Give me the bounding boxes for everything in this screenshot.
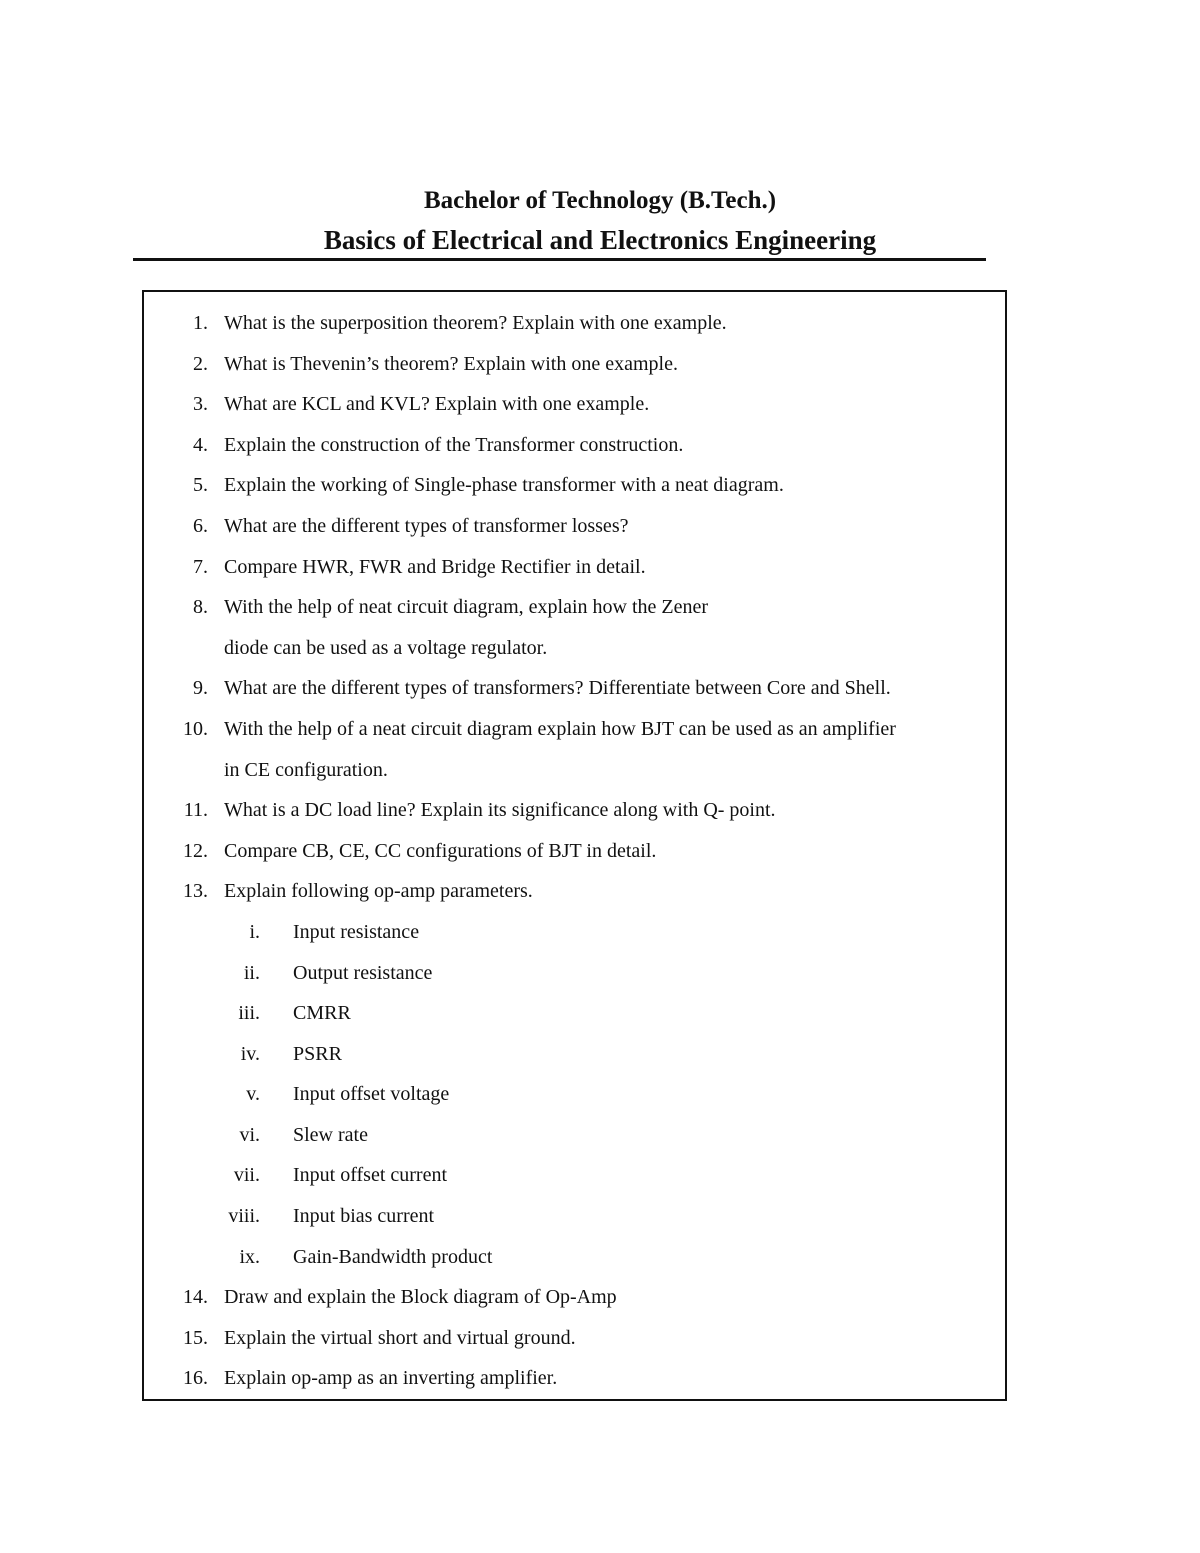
question-number: 11. [183, 799, 208, 822]
parameter-text: Input resistance [293, 920, 420, 943]
question-text: Draw and explain the Block diagram of Op-Amp [224, 1286, 617, 1309]
question-text: What are the different types of transformers? Differentiate between Core and Shell. [224, 677, 891, 700]
title-divider [133, 258, 986, 261]
question-item-10 [0, 709, 1200, 750]
question-number: 4. [193, 433, 208, 456]
question-item-5 [0, 465, 1200, 506]
question-item-3 [0, 384, 1200, 425]
question-number: 5. [193, 474, 208, 497]
parameter-text: Input offset current [293, 1164, 448, 1187]
degree-title: Bachelor of Technology (B.Tech.) [423, 187, 777, 214]
question-text: Explain the working of Single-phase transformer with a neat diagram. [224, 474, 784, 497]
question-item-10-continued [0, 750, 1200, 791]
question-number: 14. [183, 1286, 208, 1309]
question-item-6 [0, 506, 1200, 547]
subject-title: Basics of Electrical and Electronics Engineering [323, 225, 877, 255]
question-text: What is a DC load line? Explain its significance along with Q- point. [224, 799, 776, 822]
question-number: 13. [183, 880, 208, 903]
parameter-text: Gain-Bandwidth product [293, 1245, 493, 1268]
opamp-parameter-item [0, 1155, 1200, 1196]
opamp-parameter-item [0, 993, 1200, 1034]
opamp-parameter-item [0, 1237, 1200, 1278]
question-item-8 [0, 587, 1200, 628]
parameter-text: CMRR [293, 1002, 351, 1025]
parameter-number: iv. [240, 1042, 260, 1065]
parameter-number: v. [246, 1083, 260, 1106]
opamp-parameter-item [0, 1034, 1200, 1075]
question-number: 9. [193, 677, 208, 700]
question-number: 2. [193, 352, 208, 375]
parameter-text: Input offset voltage [293, 1083, 450, 1106]
opamp-parameter-item [0, 1115, 1200, 1156]
parameter-number: vi. [239, 1123, 260, 1146]
parameter-text: Output resistance [293, 961, 433, 984]
question-item-2 [0, 344, 1200, 385]
question-number: 10. [183, 717, 208, 740]
question-text: Explain the construction of the Transformer construction. [224, 433, 684, 456]
opamp-parameter-item [0, 912, 1200, 953]
question-number: 7. [193, 555, 208, 578]
opamp-parameter-item [0, 953, 1200, 994]
parameter-number: vii. [233, 1164, 260, 1187]
question-item-16 [0, 1358, 1200, 1399]
question-number: 15. [183, 1326, 208, 1349]
question-item-8-continued [0, 628, 1200, 669]
question-text: Explain op-amp as an inverting amplifier. [224, 1367, 558, 1390]
question-text: What are KCL and KVL? Explain with one example. [224, 393, 650, 416]
question-text-continued: diode can be used as a voltage regulator. [224, 636, 548, 659]
parameter-number: ix. [239, 1245, 260, 1268]
question-item-14 [0, 1277, 1200, 1318]
question-item-7 [0, 547, 1200, 588]
question-item-1 [0, 303, 1200, 344]
opamp-parameter-item [0, 1074, 1200, 1115]
question-text: With the help of neat circuit diagram, explain how the Zener [224, 596, 709, 619]
parameter-number: ii. [243, 961, 260, 984]
question-number: 8. [193, 596, 208, 619]
question-text: What is the superposition theorem? Explain with one example. [224, 312, 727, 334]
parameter-text: Slew rate [293, 1123, 368, 1146]
question-number: 16. [183, 1367, 208, 1390]
question-item-12 [0, 831, 1200, 872]
question-item-4 [0, 425, 1200, 466]
question-text-continued: in CE configuration. [224, 758, 388, 781]
question-number: 1. [193, 312, 208, 334]
question-number: 6. [193, 514, 208, 537]
question-number: 12. [183, 839, 208, 862]
question-item-15 [0, 1318, 1200, 1359]
question-text: Explain the virtual short and virtual ground. [224, 1326, 576, 1349]
question-item-13 [0, 871, 1200, 912]
opamp-parameter-item [0, 1196, 1200, 1237]
question-number: 3. [193, 393, 208, 416]
question-text: Compare HWR, FWR and Bridge Rectifier in detail. [224, 555, 646, 578]
parameter-text: PSRR [293, 1042, 342, 1065]
question-text: With the help of a neat circuit diagram explain how BJT can be used as an amplifier [224, 717, 896, 740]
question-text: Compare CB, CE, CC configurations of BJT in detail. [224, 839, 657, 862]
question-text: What is Thevenin’s theorem? Explain with one example. [224, 352, 678, 375]
question-item-11 [0, 790, 1200, 831]
question-item-9 [0, 668, 1200, 709]
parameter-number: i. [249, 920, 260, 943]
parameter-text: Input bias current [293, 1205, 435, 1228]
question-text: What are the different types of transformer losses? [224, 514, 629, 537]
parameter-number: viii. [228, 1205, 260, 1228]
parameter-number: iii. [238, 1002, 260, 1025]
question-text: Explain following op-amp parameters. [224, 880, 533, 903]
question-list [0, 303, 1200, 1399]
